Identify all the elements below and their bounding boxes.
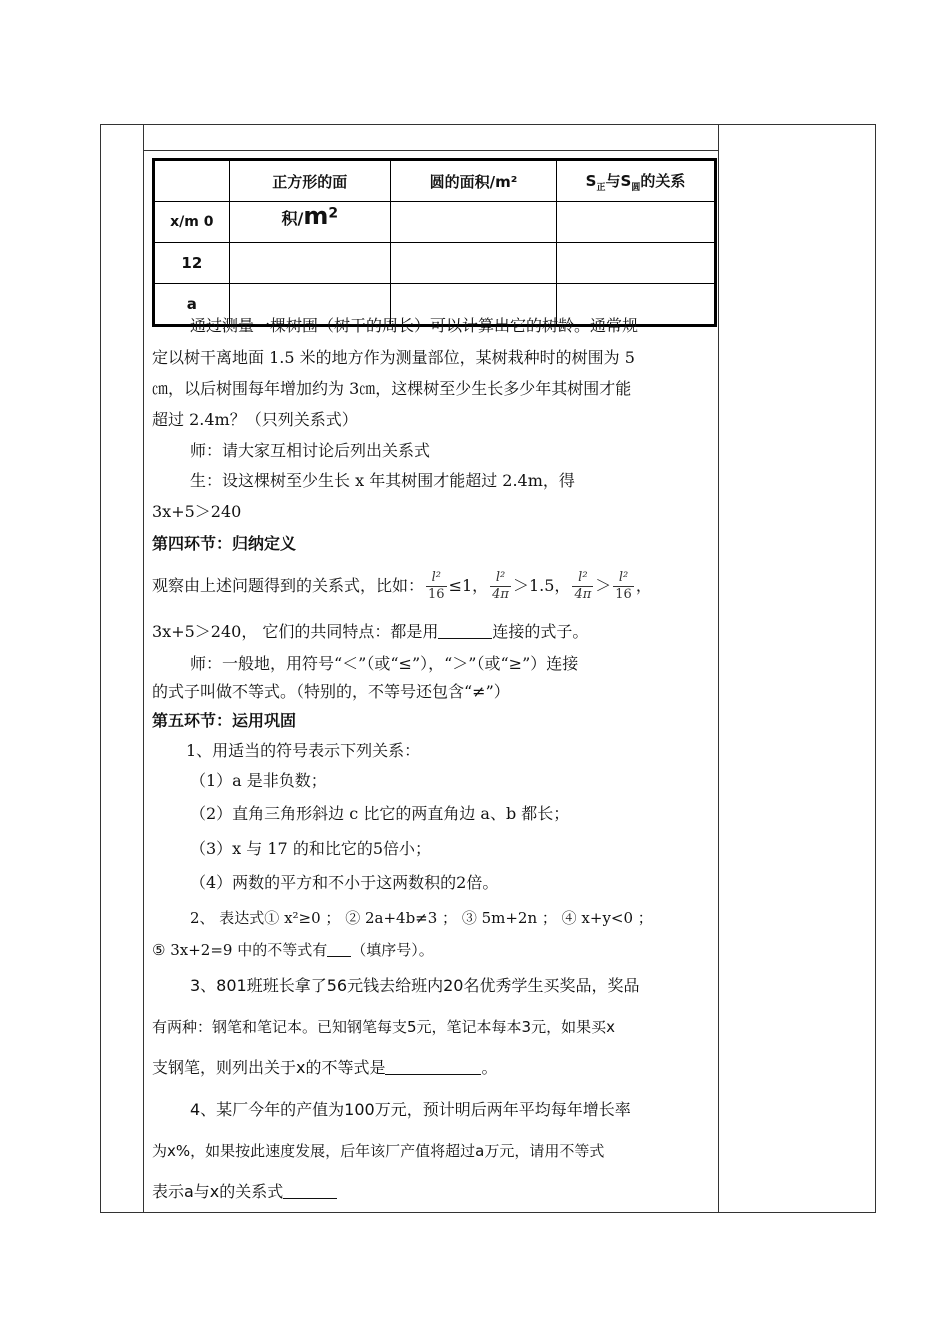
problem-text-line: 通过测量一棵树围（树干的周长）可以计算出它的树龄。通常规	[190, 316, 639, 335]
teacher-line: 师：请大家互相讨论后列出关系式	[190, 441, 431, 460]
table-cell	[390, 202, 556, 243]
row-divider	[143, 150, 718, 151]
table-cell	[557, 202, 716, 243]
row-label: x/m 0	[154, 202, 230, 243]
question-1: 1、用适当的符号表示下列关系：	[186, 741, 421, 760]
question-4-line: 4、某厂今年的产值为100万元，预计明后两年平均每年增长率	[190, 1100, 631, 1119]
problem-text-line: 超过 2.4m？（只列关系式）	[152, 410, 358, 429]
observation-text: 观察由上述问题得到的关系式，比如：	[152, 576, 425, 595]
question-1-item: （3）x 与 17 的和比它的5倍小；	[190, 839, 432, 858]
question-2-line: ⑤ 3x+2=9 中的不等式有 （填序号）。	[152, 941, 434, 959]
observation-line: 观察由上述问题得到的关系式，比如： $\frac{\text{l²}}{16}$ ≤1， $\frac{\text{l²}}{4\pi}$ ＞1.5， $\frac{\text{l²}}{4\pi}$ ＞ $\frac{\text{l²}}{16}$ ，	[152, 570, 652, 602]
answer-blank[interactable]	[438, 622, 492, 639]
table-cell	[557, 243, 716, 284]
inequality-equation: 3x+5＞240	[152, 502, 242, 521]
problem-text-line: ㎝，以后树围每年增加约为 3㎝，这棵树至少生长多少年其树围才能	[152, 379, 632, 398]
fraction: $\frac{\text{l²}}{16}$	[428, 570, 445, 602]
row-label: a	[154, 284, 230, 326]
fraction: $\frac{\text{l²}}{16}$	[615, 570, 632, 602]
table-row	[154, 243, 716, 284]
fraction: $\frac{\text{l²}}{4\pi}$	[492, 570, 509, 602]
answer-blank[interactable]	[385, 1058, 481, 1075]
section-heading-5: 第五环节：运用巩固	[152, 711, 297, 730]
problem-text-line: 定以树干离地面 1.5 米的地方作为测量部位，某树栽种时的树围为 5	[152, 348, 635, 367]
question-1-item: （4）两数的平方和不小于这两数积的2倍。	[190, 873, 499, 892]
question-3-line: 支钢笔，则列出关于x的不等式是 。	[152, 1058, 498, 1077]
square-area-header-line2: 积$/m^2$	[229, 202, 390, 243]
student-line: 生：设这棵树至少生长 x 年其树围才能超过 2.4m，得	[190, 471, 575, 490]
question-1-item: （1）a 是非负数；	[190, 771, 327, 790]
table-corner-cell	[154, 160, 230, 202]
question-1-item: （2）直角三角形斜边 c 比它的两直角边 a、b 都长；	[190, 804, 570, 823]
row-label: 12	[154, 243, 230, 284]
table-cell	[390, 243, 556, 284]
area-comparison-table	[152, 158, 717, 327]
definition-line: 师：一般地，用符号“＜”（或“≤”），“＞”（或“≥”）连接	[190, 654, 579, 673]
question-3-line: 3、801班班长拿了56元钱去给班内20名优秀学生买奖品，奖品	[190, 976, 640, 995]
circle-area-header: 圆的面积/m²	[390, 160, 556, 202]
answer-blank[interactable]	[327, 940, 351, 957]
question-4-line: 为x%，如果按此速度发展，后年该厂产值将超过a万元，请用不等式	[152, 1142, 605, 1160]
question-3-line: 有两种：钢笔和笔记本。已知钢笔每支5元，笔记本每本3元，如果买x	[152, 1018, 615, 1036]
question-4-line: 表示a与x的关系式	[152, 1182, 337, 1202]
square-area-header: 正方形的面	[229, 160, 390, 202]
answer-blank[interactable]	[283, 1182, 337, 1199]
question-2-line: 2、 表达式① x²≥0 ； ② 2a+4b≠3 ； ③ 5m+2n ； ④ x+y<0 ；	[190, 909, 653, 927]
column-divider-right	[718, 124, 719, 1213]
fraction: $\frac{\text{l²}}{4\pi}$	[574, 570, 592, 602]
column-divider-left	[143, 124, 144, 1213]
common-feature-line: 3x+5＞240， 它们的共同特点：都是用 连接的式子。	[152, 622, 589, 641]
table-row	[154, 202, 716, 243]
table-cell	[229, 243, 390, 284]
relation-header: $S_正$与$S_圆$的关系	[557, 160, 716, 202]
section-heading-4: 第四环节：归纳定义	[152, 534, 297, 553]
table-header-row	[154, 160, 716, 202]
definition-line: 的式子叫做不等式。（特别的，不等号还包含“≠”）	[152, 682, 510, 701]
